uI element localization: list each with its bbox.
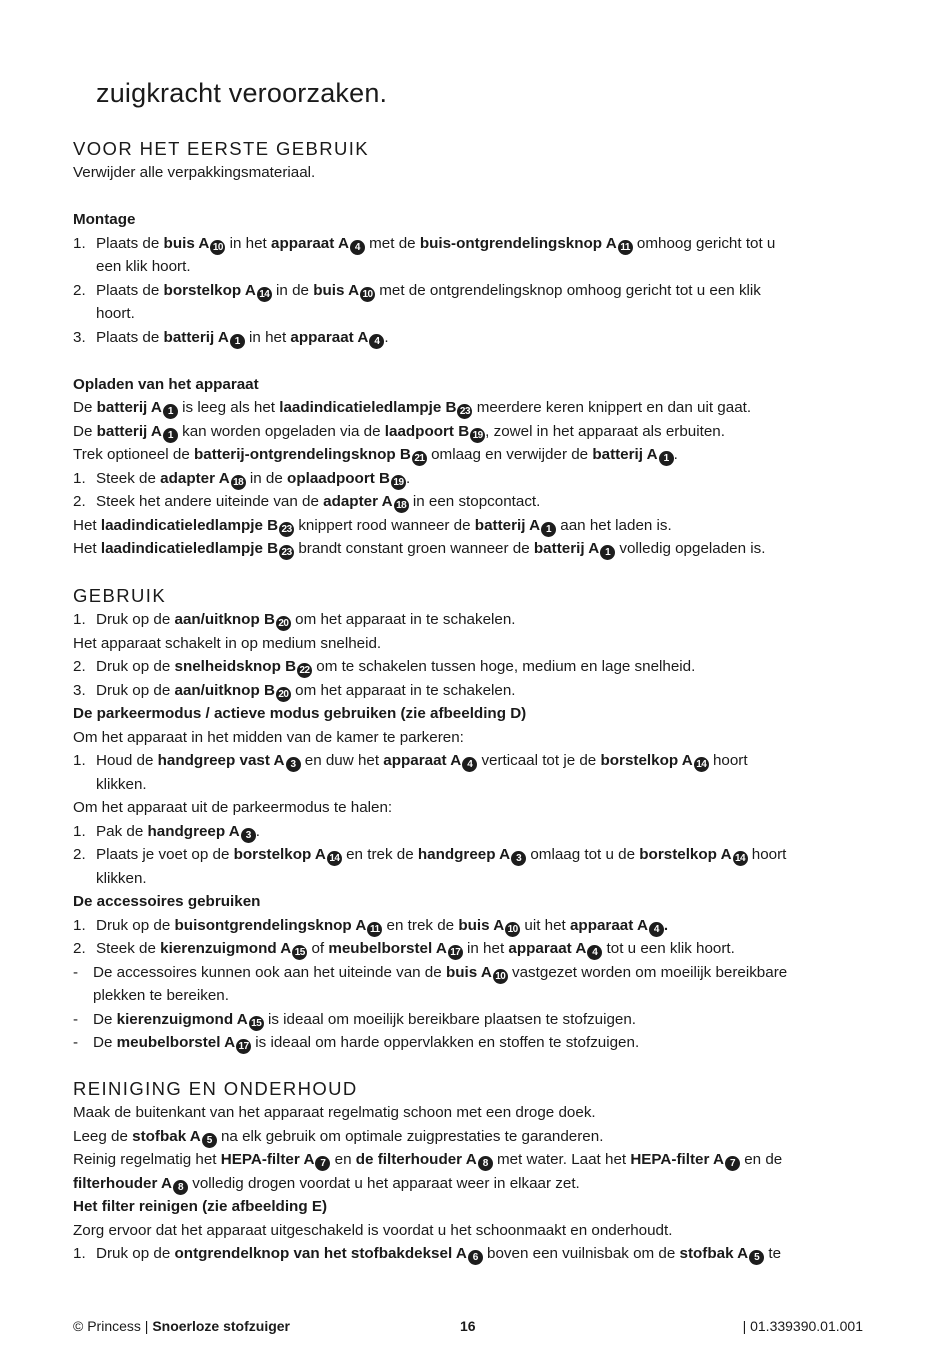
list-item: 1. Plaats de buis A 10 in het apparaat A 4 met de buis-ontgrendelingsknop A 11 omhoog gericht tot u — [73, 232, 873, 256]
bullet-dash: - — [73, 1034, 79, 1051]
callout-badge: 15 — [292, 945, 307, 960]
list-item: 2. Plaats je voet op de borstelkop A 14 en trek de handgreep A 3 omlaag tot u de borstelkop A 14 hoort — [73, 843, 873, 867]
subheading-filter-reinigen: Het filter reinigen (zie afbeelding E) — [73, 1198, 328, 1215]
callout-badge: 23 — [457, 404, 472, 419]
callout-badge: 1 — [541, 522, 556, 537]
bullet-item-continued: plekken te bereiken. — [93, 987, 229, 1004]
list-item: 2. Druk op de snelheidsknop B 22 om te schakelen tussen hoge, medium en lage snelheid. — [73, 655, 873, 679]
callout-badge: 21 — [412, 451, 427, 466]
callout-badge: 14 — [694, 757, 709, 772]
list-item: 2. Steek het andere uiteinde van de adapter A 18 in een stopcontact. — [73, 490, 873, 514]
list-number: 1. — [73, 752, 86, 769]
callout-badge: 4 — [649, 922, 664, 937]
callout-badge: 22 — [297, 663, 312, 678]
callout-badge: 8 — [173, 1180, 188, 1195]
paragraph: Maak de buitenkant van het apparaat regelmatig schoon met een droge doek. — [73, 1104, 596, 1121]
list-number: 1. — [73, 1245, 86, 1262]
list-item: 3. Plaats de batterij A 1 in het apparaat A 4 . — [73, 326, 873, 350]
document-code: | 01.339390.01.001 — [742, 1318, 863, 1334]
paragraph: De batterij A 1 is leeg als het laadindicatieledlampje B 23 meerdere keren knippert en dan uit gaat. — [73, 399, 752, 417]
list-item: 2. Steek de kierenzuigmond A 15 of meubelborstel A 17 in het apparaat A 4 tot u een klik hoort. — [73, 937, 873, 961]
list-item: 1. Steek de adapter A 18 in de oplaadpoort B 19 . — [73, 467, 873, 491]
bullet-item: - De accessoires kunnen ook aan het uiteinde van de buis A 10 vastgezet worden om moeilijk bereikbare — [73, 961, 873, 985]
blank-line — [73, 185, 873, 209]
callout-badge: 23 — [279, 545, 294, 560]
callout-badge: 14 — [257, 287, 272, 302]
footer-brand: © Princess | Snoerloze stofzuiger — [73, 1318, 290, 1334]
blank-line — [73, 349, 873, 373]
callout-badge: 15 — [249, 1016, 264, 1031]
list-item: 1. Pak de handgreep A 3 . — [73, 820, 873, 844]
list-number: 1. — [73, 916, 86, 934]
callout-badge: 14 — [733, 851, 748, 866]
paragraph: Het laadindicatieledlampje B 23 knippert rood wanneer de batterij A 1 aan het laden is. — [73, 516, 672, 535]
callout-badge: 11 — [367, 922, 382, 937]
paragraph: Om het apparaat uit de parkeermodus te halen: — [73, 799, 393, 816]
callout-badge: 4 — [462, 757, 477, 772]
paragraph: filterhouder A 8 volledig drogen voordat u het apparaat weer in elkaar zet. — [73, 1174, 580, 1193]
intro-line: zuigkracht veroorzaken. — [96, 78, 388, 108]
list-item: 1. Druk op de ontgrendelknop van het stofbakdeksel A 6 boven een vuilnisbak om de stofbak A 5 te — [73, 1242, 873, 1266]
section-gebruik — [73, 584, 873, 1055]
callout-badge: 1 — [659, 451, 674, 466]
paragraph: Het laadindicatieledlampje B 23 brandt constant groen wanneer de batterij A 1 volledig opgeladen is. — [73, 540, 766, 558]
callout-badge: 10 — [360, 287, 375, 302]
callout-badge: 20 — [276, 616, 291, 631]
paragraph: Leeg de stofbak A 5 na elk gebruik om optimale zuigprestaties te garanderen. — [73, 1127, 604, 1146]
list-item-continued: een klik hoort. — [96, 258, 191, 275]
list-number: 1. — [73, 822, 86, 840]
list-number: 2. — [73, 846, 86, 863]
callout-badge: 7 — [725, 1156, 740, 1171]
callout-badge: 3 — [286, 757, 301, 772]
callout-badge: 1 — [163, 428, 178, 443]
callout-badge: 18 — [394, 498, 409, 513]
callout-badge: 3 — [511, 851, 526, 866]
list-number: 2. — [73, 281, 86, 299]
list-number: 3. — [73, 681, 86, 699]
callout-badge: 1 — [163, 404, 178, 419]
callout-badge: 4 — [587, 945, 602, 960]
callout-badge: 5 — [202, 1133, 217, 1148]
callout-badge: 23 — [279, 522, 294, 537]
callout-badge: 1 — [230, 334, 245, 349]
callout-badge: 17 — [448, 945, 463, 960]
section-voor-het-eerste-gebruik — [73, 137, 873, 561]
list-number: 1. — [73, 234, 86, 252]
callout-badge: 17 — [236, 1039, 251, 1054]
list-number: 3. — [73, 328, 86, 346]
callout-badge: 11 — [618, 240, 633, 255]
section-title: VOOR HET EERSTE GEBRUIK — [73, 138, 370, 159]
callout-badge: 10 — [493, 969, 508, 984]
paragraph: Trek optioneel de batterij-ontgrendelingsknop B 21 omlaag en verwijder de batterij A 1 . — [73, 446, 678, 464]
list-number: 1. — [73, 469, 86, 487]
bullet-item: - De meubelborstel A 17 is ideaal om harde oppervlakken en stoffen te stofzuigen. — [73, 1031, 873, 1055]
list-item: 2. Plaats de borstelkop A 14 in de buis A 10 met de ontgrendelingsknop omhoog gericht tot u een klik — [73, 279, 873, 303]
list-number: 2. — [73, 940, 86, 957]
page-number: 16 — [460, 1318, 476, 1334]
list-item-continued: hoort. — [96, 305, 135, 322]
paragraph: Zorg ervoor dat het apparaat uitgeschakeld is voordat u het schoonmaakt en onderhoudt. — [73, 1221, 673, 1239]
callout-badge: 20 — [276, 687, 291, 702]
list-number: 1. — [73, 611, 86, 628]
callout-badge: 3 — [241, 828, 256, 843]
list-item: 1. Druk op de aan/uitknop B 20 om het apparaat in te schakelen. — [73, 608, 873, 632]
paragraph: Om het apparaat in het midden van de kamer te parkeren: — [73, 728, 464, 746]
paragraph: De batterij A 1 kan worden opgeladen via de laadpoort B 19 , zowel in het apparaat als erbuiten. — [73, 422, 725, 441]
callout-badge: 10 — [505, 922, 520, 937]
list-number: 2. — [73, 658, 86, 675]
callout-badge: 8 — [478, 1156, 493, 1171]
callout-badge: 6 — [468, 1250, 483, 1265]
paragraph: Reinig regelmatig het HEPA-filter A 7 en de filterhouder A 8 met water. Laat het HEPA-filter A 7 en de — [73, 1151, 783, 1169]
list-number: 2. — [73, 493, 86, 510]
callout-badge: 7 — [315, 1156, 330, 1171]
callout-badge: 14 — [327, 851, 342, 866]
subheading-opladen: Opladen van het apparaat — [73, 375, 259, 393]
bullet-dash: - — [73, 1010, 79, 1028]
subheading-parkeermodus: De parkeermodus / actieve modus gebruiken (zie afbeelding D) — [73, 705, 527, 722]
callout-badge: 18 — [231, 475, 246, 490]
callout-badge: 19 — [470, 428, 485, 443]
paragraph: Verwijder alle verpakkingsmateriaal. — [73, 164, 316, 181]
callout-badge: 4 — [350, 240, 365, 255]
section-title: GEBRUIK — [73, 585, 167, 606]
subheading-accessoires: De accessoires gebruiken — [73, 893, 261, 910]
callout-badge: 4 — [369, 334, 384, 349]
list-item: 1. Druk op de buisontgrendelingsknop A 11 en trek de buis A 10 uit het apparaat A 4 . — [73, 914, 873, 938]
callout-badge: 5 — [749, 1250, 764, 1265]
section-reiniging-en-onderhoud — [73, 1077, 873, 1266]
bullet-item: - De kierenzuigmond A 15 is ideaal om moeilijk bereikbare plaatsen te stofzuigen. — [73, 1008, 873, 1032]
list-item: 1. Houd de handgreep vast A 3 en duw het apparaat A 4 verticaal tot je de borstelkop A 14 hoort — [73, 749, 873, 773]
subheading-montage: Montage — [73, 211, 136, 228]
paragraph: Het apparaat schakelt in op medium snelheid. — [73, 634, 382, 652]
section-title: REINIGING EN ONDERHOUD — [73, 1078, 358, 1099]
list-item: 3. Druk op de aan/uitknop B 20 om het apparaat in te schakelen. — [73, 679, 873, 703]
bullet-dash: - — [73, 963, 79, 981]
callout-badge: 19 — [391, 475, 406, 490]
list-item-continued: klikken. — [96, 775, 147, 793]
callout-badge: 1 — [600, 545, 615, 560]
callout-badge: 10 — [210, 240, 225, 255]
list-item-continued: klikken. — [96, 869, 147, 887]
